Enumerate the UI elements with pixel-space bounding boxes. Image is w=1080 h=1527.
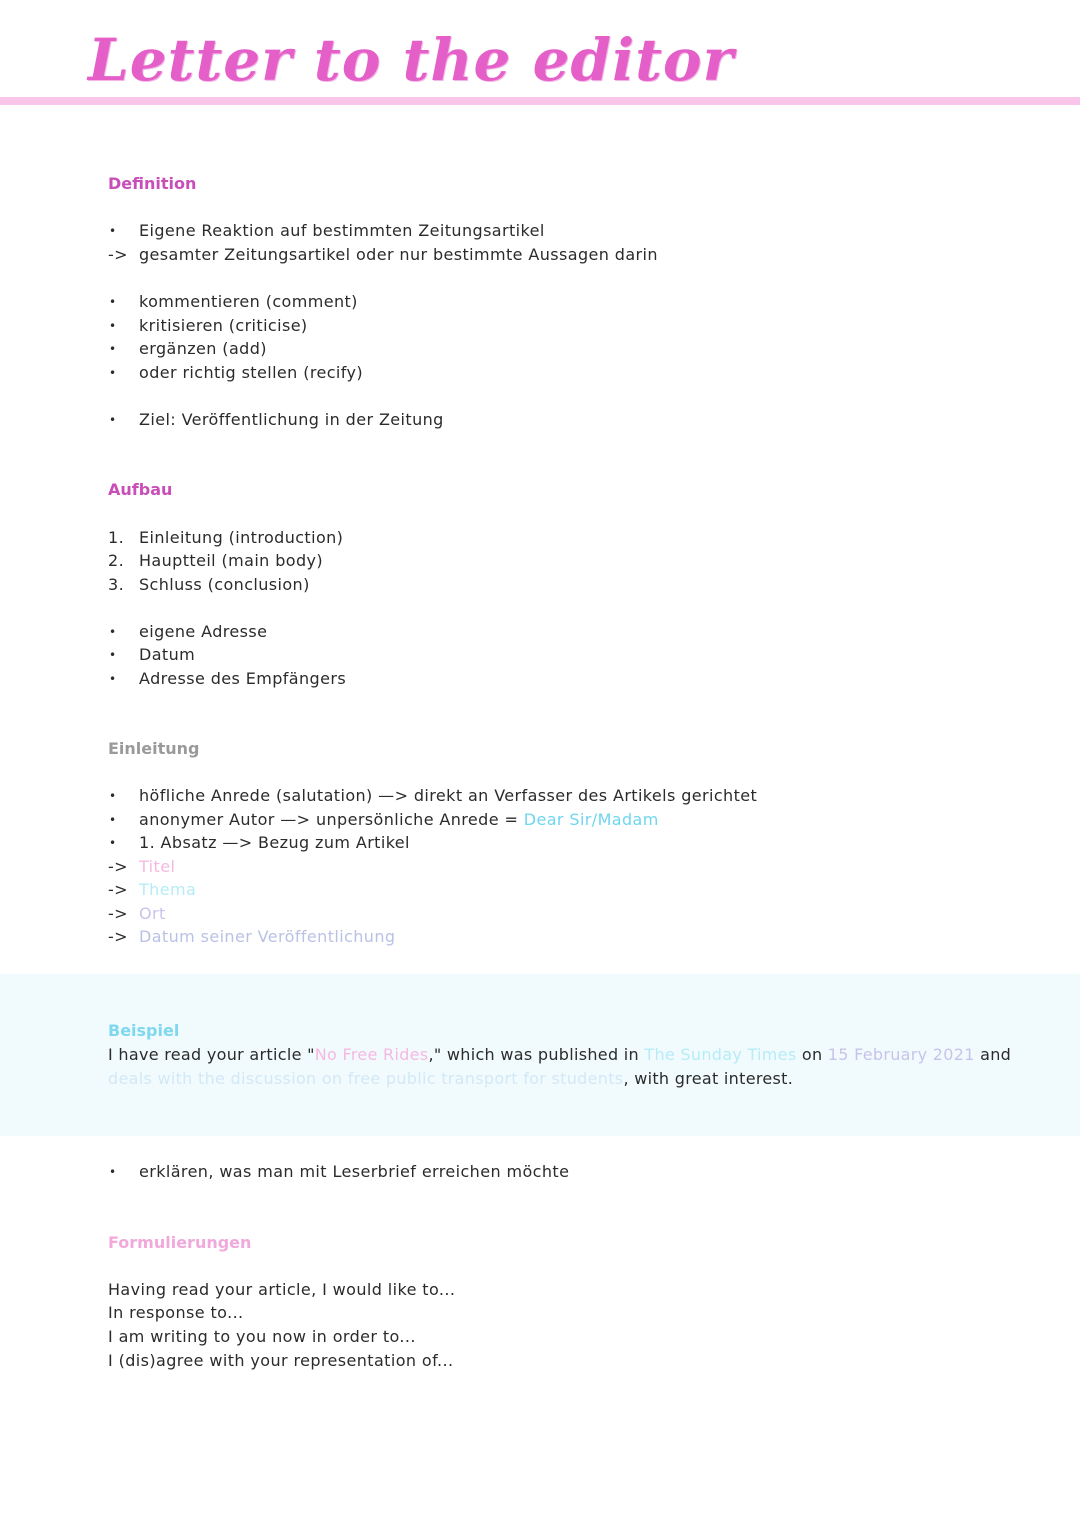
bullet-icon: •: [109, 813, 117, 827]
bullet-icon: •: [109, 1165, 117, 1179]
bullet-icon: •: [109, 836, 117, 850]
list-number: 2.: [108, 551, 125, 570]
phrase-line: In response to...: [108, 1303, 244, 1322]
list-number: 3.: [108, 575, 125, 594]
formulierungen-heading: Formulierungen: [108, 1233, 252, 1252]
highlight-title: No Free Rides: [314, 1045, 429, 1064]
phrase-line: Having read your article, I would like to...: [108, 1280, 456, 1299]
bullet-icon: •: [109, 625, 117, 639]
definition-heading: Definition: [108, 174, 197, 193]
salutation-highlight: Dear Sir/Madam: [523, 810, 659, 829]
aufbau-heading: Aufbau: [108, 480, 173, 499]
arrow-icon: ->: [108, 927, 128, 946]
highlight-newspaper: The Sunday Times: [644, 1045, 797, 1064]
bullet-icon: •: [109, 648, 117, 662]
example-paragraph: I have read your article "No Free Rides," which was published in The Sunday Times on 15 February 2021 and deals with the discussion on free public transport for students, with great interest.: [108, 1045, 1012, 1088]
arrow-icon: ->: [108, 245, 128, 264]
highlight-date: 15 February 2021: [827, 1045, 975, 1064]
beispiel-heading: Beispiel: [108, 1021, 180, 1040]
arrow-icon: ->: [108, 904, 128, 923]
bullet-icon: •: [109, 342, 117, 356]
arrow-icon: ->: [108, 857, 128, 876]
bullet-icon: •: [109, 413, 117, 427]
bullet-icon: •: [109, 366, 117, 380]
bullet-icon: •: [109, 672, 117, 686]
page-title: Letter to the editor: [88, 26, 735, 94]
arrow-icon: ->: [108, 880, 128, 899]
highlight-topic: deals with the discussion on free public transport for students: [108, 1068, 624, 1088]
list-number: 1.: [108, 528, 125, 547]
bullet-icon: •: [109, 319, 117, 333]
bullet-icon: •: [109, 224, 117, 238]
bullet-icon: •: [109, 295, 117, 309]
title-underline: [0, 97, 1080, 105]
bullet-icon: •: [109, 789, 117, 803]
phrase-line: I am writing to you now in order to...: [108, 1327, 416, 1346]
phrase-line: I (dis)agree with your representation of...: [108, 1351, 454, 1370]
einleitung-heading: Einleitung: [108, 739, 200, 758]
